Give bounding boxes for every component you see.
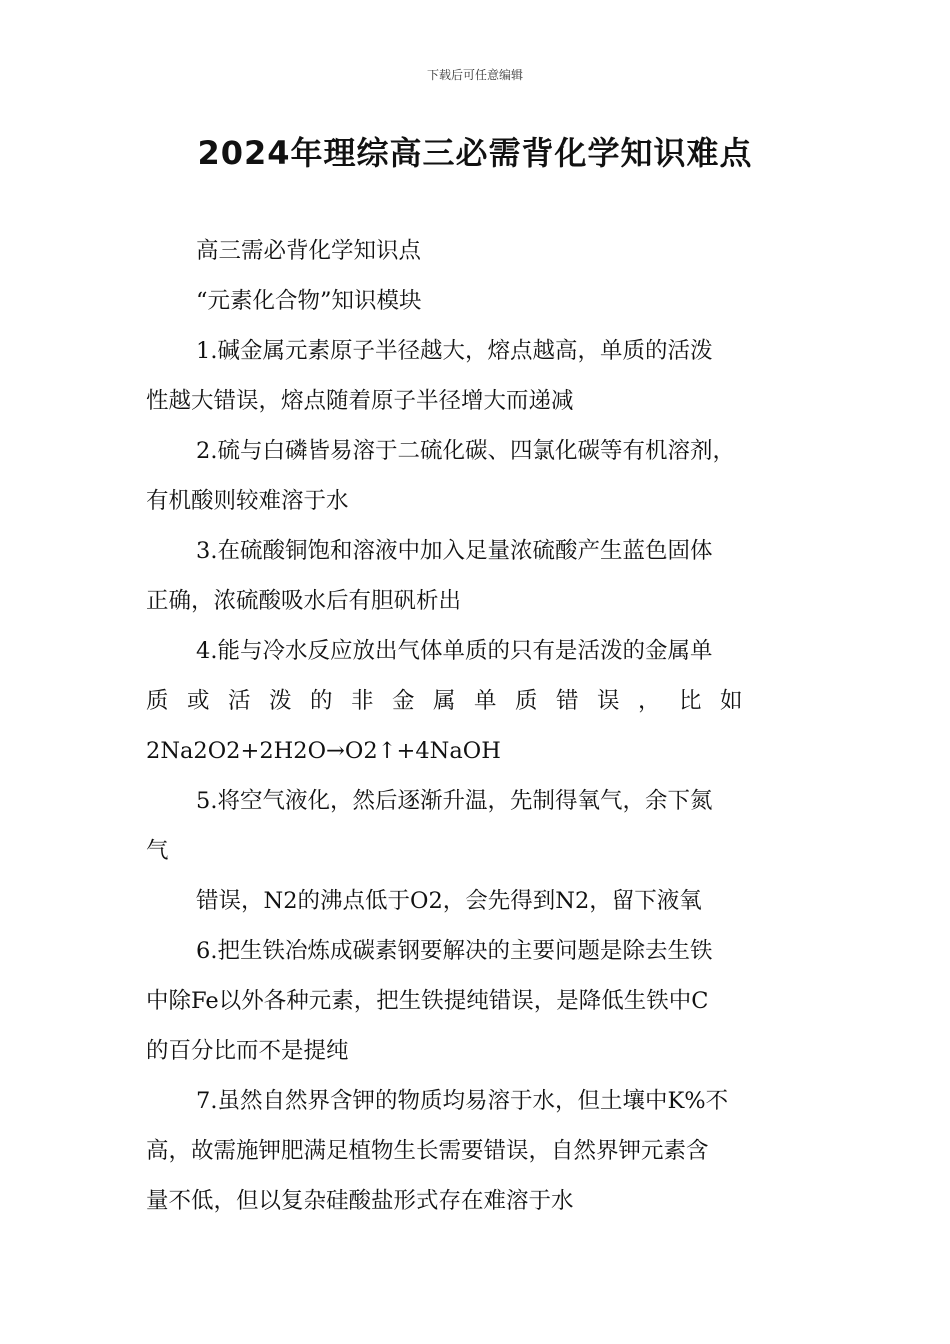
item-1 — [146, 326, 808, 426]
item-7-line-1: 7.虽然自然界含钾的物质均易溶于水，但土壤中K%不 — [196, 1088, 729, 1114]
item-2 — [146, 426, 808, 526]
item-6-line-2: 中除Fe以外各种元素，把生铁提纯错误，是降低生铁中C — [146, 988, 709, 1014]
item-7-line-3: 量不低，但以复杂硅酸盐形式存在难溶于水 — [146, 1188, 574, 1214]
item-1-line-2: 性越大错误，熔点随着原子半径增大而递减 — [146, 388, 574, 414]
item-3-line-1: 3.在硫酸铜饱和溶液中加入足量浓硫酸产生蓝色固体 — [196, 538, 713, 564]
item-6-line-1: 6.把生铁冶炼成碳素钢要解决的主要问题是除去生铁 — [196, 938, 713, 964]
item-4-line-3: 2Na2O2+2H2O→O2↑+4NaOH — [146, 738, 501, 764]
item-7-line-2: 高，故需施钾肥满足植物生长需要错误，自然界钾元素含 — [146, 1138, 709, 1164]
header-note: 下载后可任意编辑 — [426, 68, 523, 82]
item-6-line-3: 的百分比而不是提纯 — [146, 1038, 349, 1064]
item-5-line-1: 5.将空气液化，然后逐渐升温，先制得氧气，余下氮 — [196, 788, 713, 814]
item-4 — [146, 626, 808, 776]
document-title: 2024年理综高三必需背化学知识难点 — [197, 134, 753, 172]
item-5-line-2: 气 — [146, 838, 169, 864]
item-6 — [146, 926, 808, 1076]
item-1-line-1: 1.碱金属元素原子半径越大，熔点越高，单质的活泼 — [196, 338, 713, 364]
item-2-line-2: 有机酸则较难溶于水 — [146, 488, 349, 514]
item-5 — [146, 776, 808, 926]
item-5-continuation: 错误，N2的沸点低于O2，会先得到N2，留下液氧 — [196, 888, 702, 914]
item-3-line-2: 正确，浓硫酸吸水后有胆矾析出 — [146, 588, 462, 614]
item-4-line-1: 4.能与冷水反应放出气体单质的只有是活泼的金属单 — [196, 638, 713, 664]
document-body — [146, 226, 808, 1226]
item-7 — [146, 1076, 808, 1226]
item-3 — [146, 526, 808, 626]
module-heading: “元素化合物”知识模块 — [196, 288, 422, 314]
section-heading: 高三需必背化学知识点 — [196, 238, 422, 264]
item-2-line-1: 2.硫与白磷皆易溶于二硫化碳、四氯化碳等有机溶剂， — [196, 438, 735, 464]
item-4-line-2: 质或活泼的非金属单质错误，比如 — [146, 688, 762, 714]
